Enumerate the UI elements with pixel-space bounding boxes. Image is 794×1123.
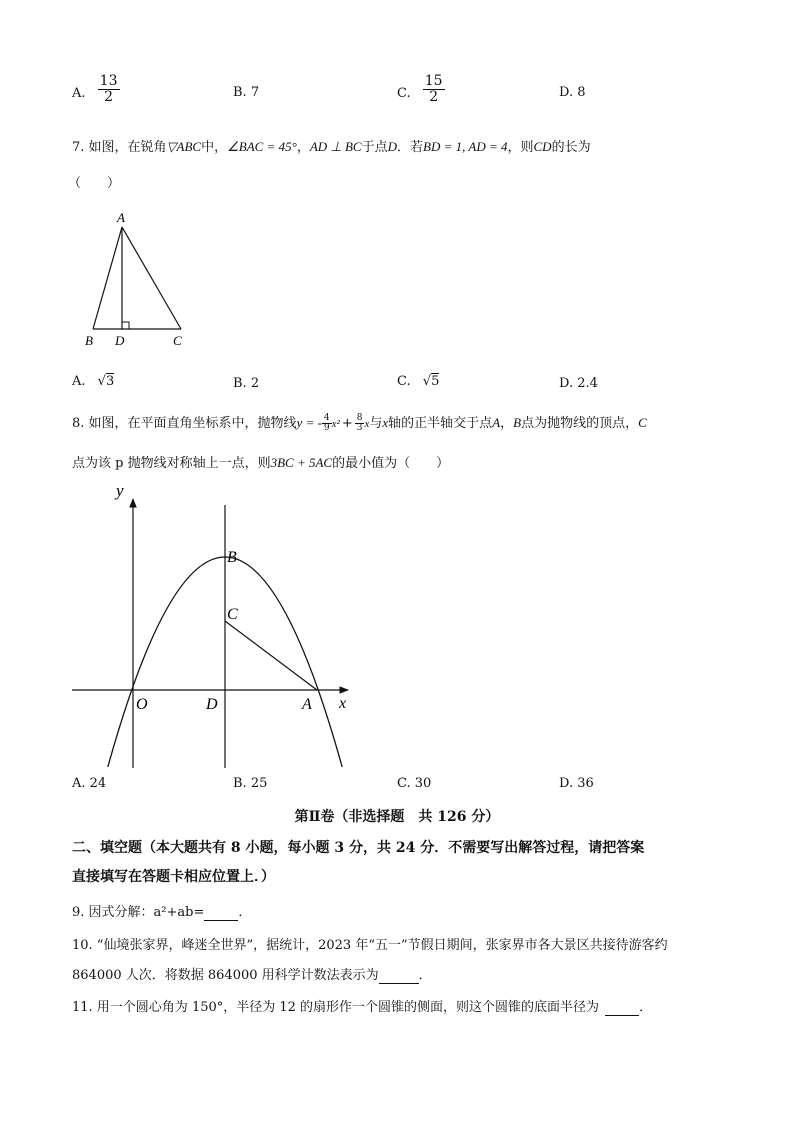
q7-text: 中， (201, 140, 228, 155)
label-a: A (117, 210, 125, 225)
numerator: 4 (323, 412, 330, 423)
q8-text: 点为该 p 抛物线对称轴上一点，则 (72, 456, 271, 471)
option-label: C. (397, 85, 411, 101)
label-c: C (173, 333, 182, 348)
q8-text: 8. 如图，在平面直角坐标系中，抛物线 (72, 416, 297, 431)
q7-text: 7. 如图，在锐角 (72, 140, 167, 155)
q8-stem-line1 (72, 412, 647, 433)
q8-text: ， (500, 416, 514, 431)
q7-answer-paren: （ ） (68, 176, 121, 191)
x-term: x (364, 418, 370, 430)
q6-option-b: B. 7 (233, 85, 260, 100)
q8-text: 的最小值为（ ） (332, 456, 450, 471)
point-c: C (638, 415, 647, 430)
denominator: 9 (323, 423, 330, 433)
q6-option-a (72, 74, 120, 104)
point-a: A (492, 415, 501, 430)
option-label: A. (72, 85, 86, 101)
section2-heading-line1: 二、填空题（本大题共有 8 小题，每小题 3 分，共 24 分．不需要写出解答过程，请把答案 (72, 840, 645, 856)
perp-expr: AD ⊥ BC (309, 139, 362, 154)
q7-option-d: D. 2.4 (559, 376, 598, 391)
q8-option-a: A. 24 (72, 776, 107, 791)
q10-line1: 10. “仙境张家界，峰迷全世界”，据统计，2023 年“五一”节假日期间，张家界市各大景区共接待游客约 (72, 938, 668, 953)
q7-text: ．若 (397, 140, 424, 155)
q10-end: ． (418, 968, 432, 983)
q6-option-c (397, 74, 445, 104)
point-d: D (387, 139, 397, 154)
fraction (423, 74, 445, 104)
label-c: C (227, 606, 238, 623)
denominator: 2 (104, 88, 114, 105)
q11-text: 11. 用一个圆心角为 150°，半径为 12 的扇形作一个圆锥的侧面，则这个圆锥的底面半径为 (72, 1000, 600, 1015)
answer-blank[interactable] (204, 905, 238, 921)
q8-option-b: B. 25 (233, 776, 268, 791)
label-y: y (116, 481, 124, 500)
q8-option-c: C. 30 (397, 776, 432, 791)
numerator: 8 (356, 412, 363, 423)
label-b: B (227, 549, 237, 566)
label-o: O (136, 696, 148, 713)
sqrt-symbol: √ (422, 374, 432, 389)
condition-expr: BD = 1, AD = 4 (423, 139, 508, 154)
q8-stem-line2 (72, 452, 449, 471)
option-label: C. (397, 374, 411, 389)
radicand: 3 (105, 374, 115, 389)
q9-text: 9. 因式分解：a²+ab= (72, 905, 205, 920)
q8-text: 点为抛物线的顶点， (521, 416, 639, 431)
sqrt-symbol: √ (97, 374, 106, 389)
option-label: A. (72, 374, 86, 389)
section2-heading-line2: 直接填写在答题卡相应位置上．） (72, 869, 275, 885)
x-axis-name: x (382, 415, 389, 430)
q7-option-b: B. 2 (233, 376, 260, 391)
label-d: D (206, 696, 218, 713)
q7-text: 于点 (361, 140, 388, 155)
part2-title: 第Ⅱ卷（非选择题 共 126 分） (294, 809, 500, 825)
point-b: B (513, 415, 522, 430)
radicand: 5 (431, 374, 440, 389)
q11-end: ． (639, 1000, 653, 1015)
x-squared: x² (331, 418, 340, 430)
numerator: 15 (424, 73, 443, 89)
equation-y: y = - (296, 415, 322, 430)
answer-blank[interactable] (379, 968, 419, 984)
numerator: 13 (99, 73, 118, 89)
q10-line2 (72, 964, 432, 984)
q9-end: ． (238, 905, 252, 920)
fraction (322, 414, 332, 434)
q6-option-d: D. 8 (559, 85, 586, 100)
angle-expr: ∠BAC = 45° (227, 139, 297, 154)
triangle-symbol: ▽ABC (166, 139, 202, 154)
q7-stem (72, 136, 591, 155)
q7-text: 的长为 (551, 140, 591, 155)
q9 (72, 901, 251, 921)
label-b: B (85, 333, 93, 348)
label-d: D (115, 333, 125, 348)
label-x: x (339, 695, 347, 712)
plus-sign: + (341, 416, 353, 431)
q8-option-d: D. 36 (559, 776, 594, 791)
fraction (98, 74, 120, 104)
q11 (72, 996, 652, 1016)
q8-text: 与 (369, 416, 383, 431)
denominator: 3 (356, 423, 363, 433)
answer-blank[interactable] (605, 1000, 639, 1016)
segment-cd: CD (533, 139, 552, 154)
q8-parabola-figure (60, 475, 370, 775)
q7-triangle-figure (80, 205, 200, 355)
q7-text: ，则 (507, 140, 534, 155)
denominator: 2 (429, 88, 439, 105)
q7-option-a (72, 374, 114, 389)
label-a: A (302, 696, 312, 713)
q8-text: 轴的正半轴交于点 (388, 416, 493, 431)
min-expression: 3BC + 5AC (270, 455, 333, 470)
q7-option-c (397, 374, 439, 389)
q10-text: 864000 人次．将数据 864000 用科学计数法表示为 (72, 968, 379, 983)
q7-text: ， (296, 140, 310, 155)
